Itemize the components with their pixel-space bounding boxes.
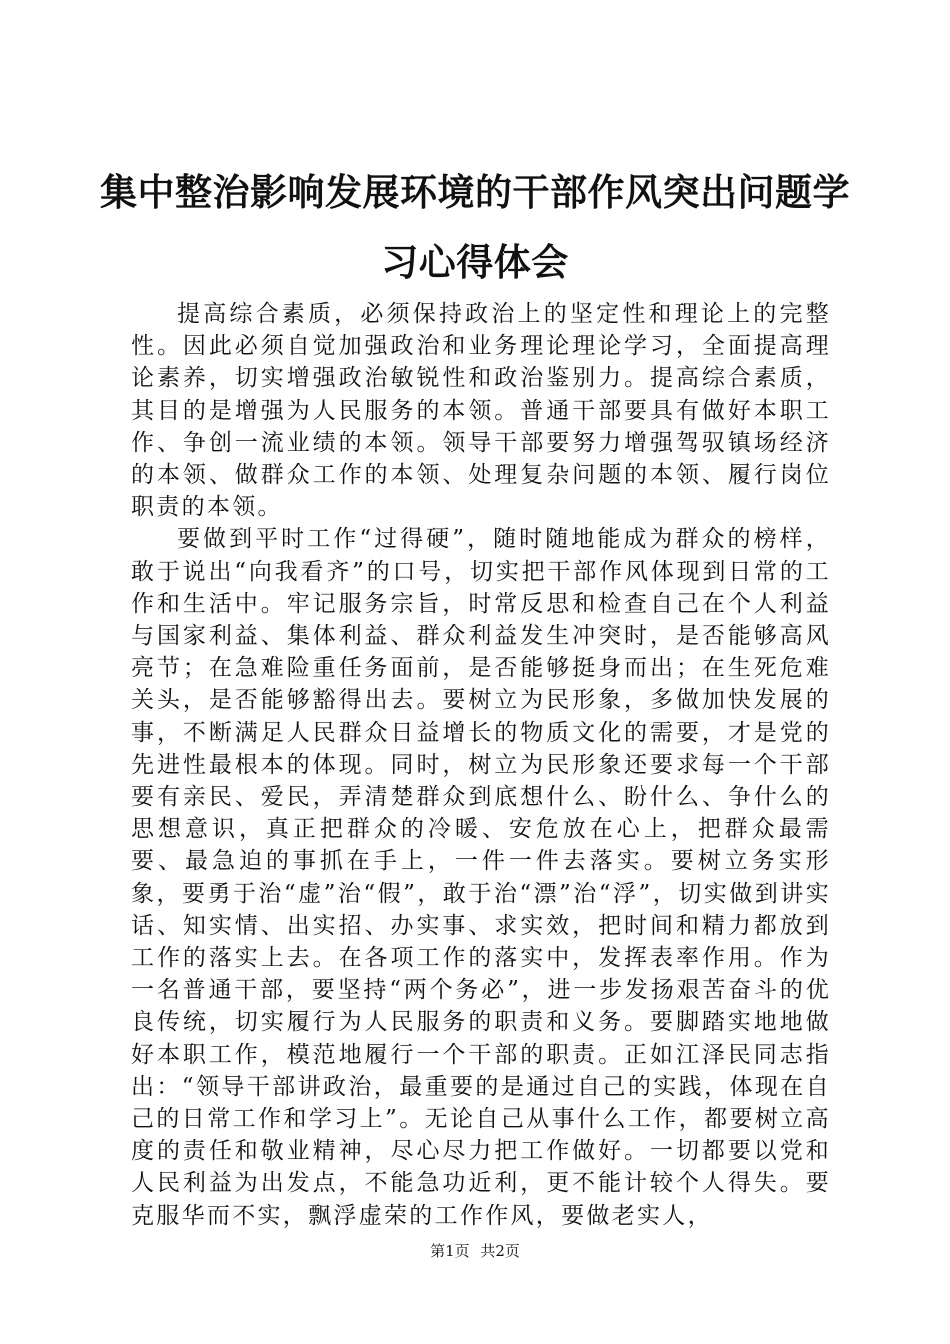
page-total: 共2页 xyxy=(480,1242,520,1260)
page-footer xyxy=(0,1241,950,1261)
document-title: 集中整治影响发展环境的干部作风突出问题学习心得体会 xyxy=(100,171,850,284)
paragraph-2: 要做到平时工作“过得硬”，随时随地能成为群众的榜样，敢于说出“向我看齐”的口号，切实把干部作风体现到日常的工作和生活中。牢记服务宗旨，时常反思和检查自己在个人利益与国家利益、集体利益、群众利益发生冲突时，是否能够高风亮节；在急难险重任务面前，是否能够挺身而出；在生死危难关头，是否能够豁得出去。要树立为民形象，多做加快发展的事，不断满足人民群众日益增长的物质文化的需要，才是党的先进性最根本的体现。同时，树立为民形象还要求每一个干部要有亲民、爱民，弄清楚群众到底想什么、盼什么、争什么的思想意识，真正把群众的冷暖、安危放在心上，把群众最需要、最急迫的事抓在手上，一件一件去落实。要树立务实形象，要勇于治“虚”治“假”，敢于治“漂”治“浮”，切实做到讲实话、知实情、出实招、办实事、求实效，把时间和精力都放到工作的落实上去。在各项工作的落实中，发挥表率作用。作为一名普通干部，要坚持“两个务必”，进一步发扬艰苦奋斗的优良传统，切实履行为人民服务的职责和义务。要脚踏实地地做好本职工作，模范地履行一个干部的职责。正如江泽民同志指出：“领导干部讲政治，最重要的是通过自己的实践，体现在自己的日常工作和学习上”。无论自己从事什么工作，都要树立高度的责任和敬业精神，尽心尽力把工作做好。一切都要以党和人民利益为出发点，不能急功近利，更不能计较个人得失。要克服华而不实，飘浮虚荣的工作作风，要做老实人， xyxy=(131,526,831,1229)
document-body xyxy=(131,298,831,1232)
page-number: 第1页 xyxy=(430,1242,470,1260)
paragraph-1: 提高综合素质，必须保持政治上的坚定性和理论上的完整性。因此必须自觉加强政治和业务理论理论学习，全面提高理论素养，切实增强政治敏锐性和政治鉴别力。提高综合素质，其目的是增强为人民服务的本领。普通干部要具有做好本职工作、争创一流业绩的本领。领导干部要努力增强驾驭镇场经济的本领、做群众工作的本领、处理复杂问题的本领、履行岗位职责的本领。 xyxy=(131,301,831,521)
